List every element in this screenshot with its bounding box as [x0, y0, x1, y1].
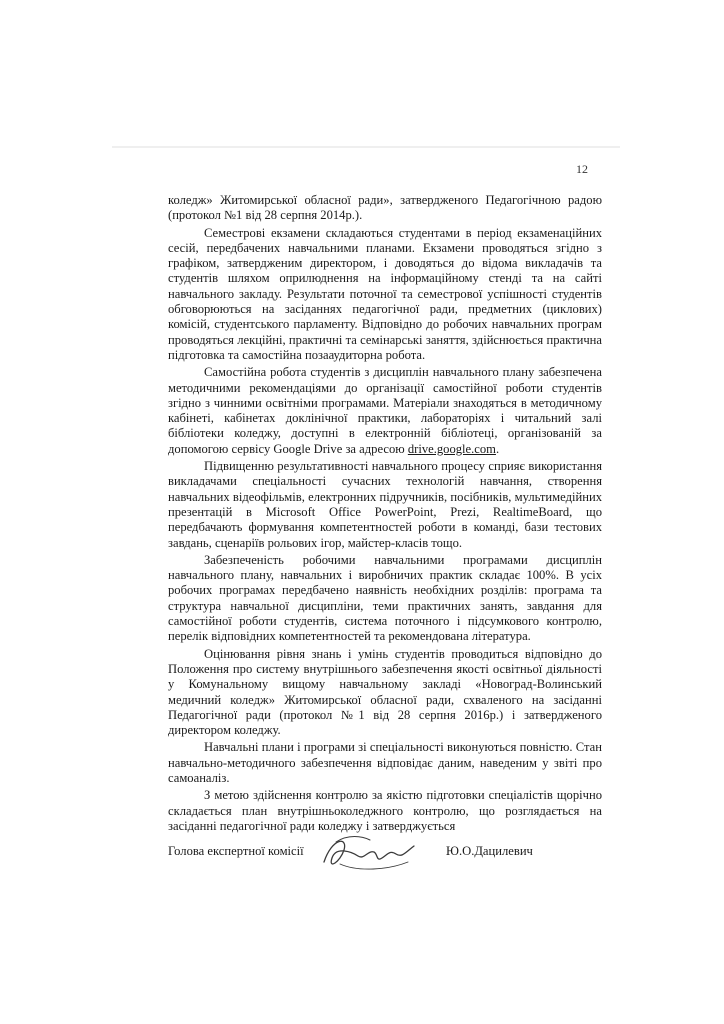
paragraph-independent-work-text: Самостійна робота студентів з дисциплін навчального плану забезпечена методичними рекомендаціями до організації самостійної роботи студентів згідно з чинними освітніми програмами. Матеріали знаходяться в методичному кабінеті, кабінетах доклінічної практики, лабораторіях і читальний залі бібліотеки коледжу, доступні в електронній бібліотеці, організованій за допомогою сервісу Google Drive за адресою — [168, 365, 602, 456]
drive-link[interactable]: drive.google.com — [407, 441, 496, 456]
signer-role: Голова експертної комісії — [168, 844, 304, 858]
signature-block — [0, 832, 724, 882]
paragraph-control: З метою здійснення контролю за якістю підготовки спеціалістів щорічно складається план внутрішньоколеджного контролю, що розглядається на засіданні педагогічної ради коледжу і затверджується — [168, 788, 602, 833]
paragraph-semester-exams: Семестрові екзамени складаються студентами в період екзаменаційних сесій, передбачених навчальними планами. Екзамени проводяться згідно з графіком, затвердженим директором, і доводяться до відома викладачів та студентів шляхом оприлюднення на інформаційному стенді та на сайті навчального закладу. Результати поточної та семестрової успішності студентів обговорюються на засіданнях педагогічної ради, предметних (циклових) комісій, студентського парламенту. Відповідно до робочих навчальних програм проводяться лекційні, практичні та семінарські заняття, здійснюється практична підготовка та самостійна позааудиторна робота. — [168, 225, 602, 362]
scan-edge-shade — [112, 146, 620, 148]
paragraph-assessment: Оцінювання рівня знань і умінь студентів проводиться відповідно до Положення про систему внутрішнього забезпечення якості освітньої діяльності у Комунальному вищому навчальному закладі «Новоград-Волинський медичний коледж» Житомирської обласної ради, схваленого на засіданні Педагогічної ради (протокол №1 від 28 серпня 2016р.) і затвердженого директором коледжу. — [168, 646, 602, 738]
paragraph-end-period: . — [495, 441, 500, 456]
page-number: 12 — [576, 162, 588, 176]
paragraph-continuation: коледж» Житомирської обласної ради», затвердженого Педагогічною радою (протокол №1 від 28 серпня 2014р.). — [168, 193, 602, 223]
paragraph-technologies: Підвищенню результативності навчального процесу сприяє використання викладачами спеціальності сучасних технологій навчання, створення навчальних відеофільмів, електронних підручників, посібників, мультимедійних презентацій в Microsoft Office PowerPoint, Prezi, RealtimeBoard, що передбачають формування компетентностей роботи в команді, бази тестових завдань, сценаріїв рольових ігор, майстер-класів тощо. — [168, 459, 602, 550]
paragraph-independent-work — [168, 365, 602, 457]
paragraph-curricula: Навчальні плани і програми зі спеціальності виконуються повністю. Стан навчально-методичного забезпечення відповідає даним, наведеним у звіті про самоаналіз. — [168, 740, 602, 785]
paragraph-programs: Забезпеченість робочими навчальними програмами дисциплін навчального плану, навчальних і виробничих практик складає 100%. В усіх робочих програмах передбачено наявність необхідних розділів: програма та структура навчальної дисципліни, теми практичних занять, завдання для самостійної роботи студентів, система поточного і підсумкового контролю, перелік відповідних компетентностей та рекомендована література. — [168, 552, 602, 644]
document-body — [168, 193, 602, 834]
handwritten-signature — [318, 832, 422, 876]
signer-name: Ю.О.Дацилевич — [446, 844, 533, 858]
